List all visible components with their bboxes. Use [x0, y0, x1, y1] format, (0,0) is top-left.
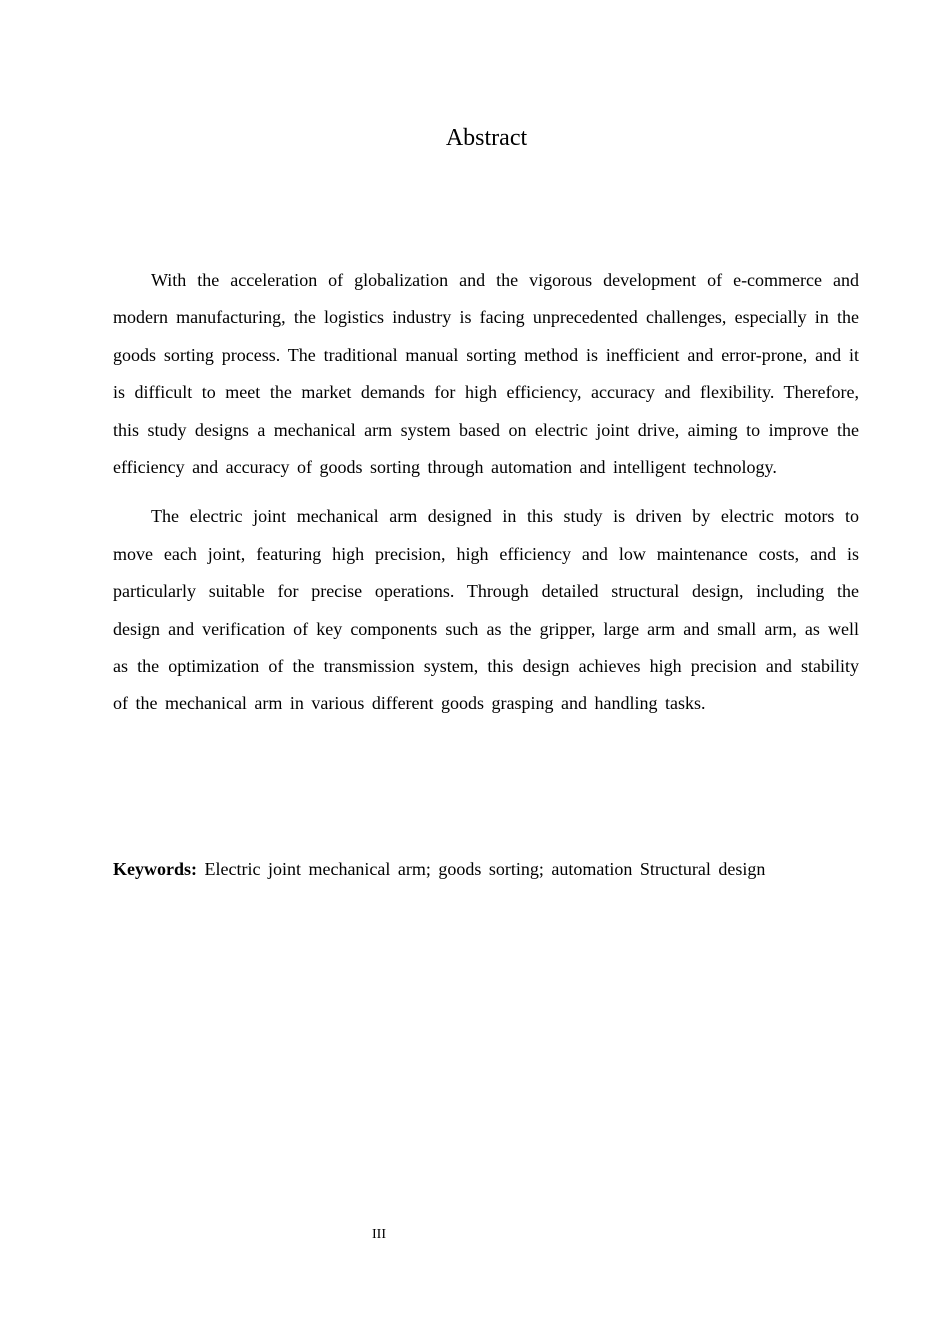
- page-number: III: [372, 1227, 386, 1242]
- page-title: Abstract: [445, 125, 528, 151]
- keywords-line: [113, 854, 859, 884]
- abstract-paragraph: With the acceleration of globalization and the vigorous development of e-commerce and modern manufacturing, the logistics industry is facing unprecedented challenges, especially in the goods sorting process. The traditional manual sorting method is inefficient and error-prone, and it is difficult to meet the market demands for high efficiency, accuracy and flexibility. Therefore, this study designs a mechanical arm system based on electric joint drive, aiming to improve the efficiency and accuracy of goods sorting through automation and intelligent technology.: [113, 270, 859, 478]
- abstract-body: [113, 262, 859, 723]
- keywords-text: Electric joint mechanical arm; goods sorting; automation Structural design: [204, 859, 766, 879]
- abstract-paragraph: The electric joint mechanical arm designed in this study is driven by electric motors to move each joint, featuring high precision, high efficiency and low maintenance costs, and is particularly suitable for precise operations. Through detailed structural design, including the design and verification of key components such as the gripper, large arm and small arm, as well as the optimization of the transmission system, this design achieves high precision and stability of the mechanical arm in various different goods grasping and handling tasks.: [113, 506, 859, 714]
- keywords-label: Keywords:: [113, 859, 197, 879]
